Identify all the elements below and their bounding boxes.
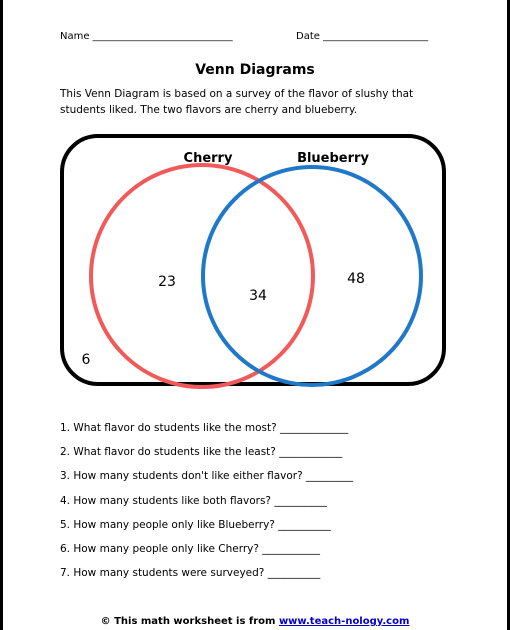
footer-copyright: © This math worksheet is from — [100, 616, 276, 627]
intro-text: This Venn Diagram is based on a survey of the flavor of slushy that students liked. The two flavors are cherry and blueberry. — [60, 88, 414, 116]
blueberry-only-value: 48 — [347, 271, 365, 287]
cherry-label: Cherry — [183, 151, 233, 166]
question-7: 7. How many students were surveyed? __________ — [60, 567, 321, 579]
footer — [0, 616, 510, 627]
cherry-only-value: 23 — [158, 274, 176, 290]
question-3: 3. How many students don't like either flavor? _________ — [60, 470, 354, 482]
worksheet-title: Venn Diagrams — [195, 62, 315, 78]
question-5: 5. How many people only like Blueberry? __________ — [60, 519, 331, 531]
question-6: 6. How many people only like Cherry? ___________ — [60, 543, 321, 555]
date-field: Date _____________________ — [296, 31, 429, 42]
question-1: 1. What flavor do students like the most? _____________ — [60, 422, 349, 434]
question-2: 2. What flavor do students like the least? ____________ — [60, 446, 343, 458]
both-value: 34 — [249, 288, 267, 304]
universal-set-box — [62, 136, 444, 384]
blueberry-label: Blueberry — [297, 151, 369, 166]
neither-value: 6 — [81, 352, 91, 368]
question-4: 4. How many students like both flavors? __________ — [60, 495, 327, 507]
footer-link[interactable]: www.teach-nology.com — [278, 616, 410, 627]
name-field: Name ____________________________ — [60, 31, 233, 42]
